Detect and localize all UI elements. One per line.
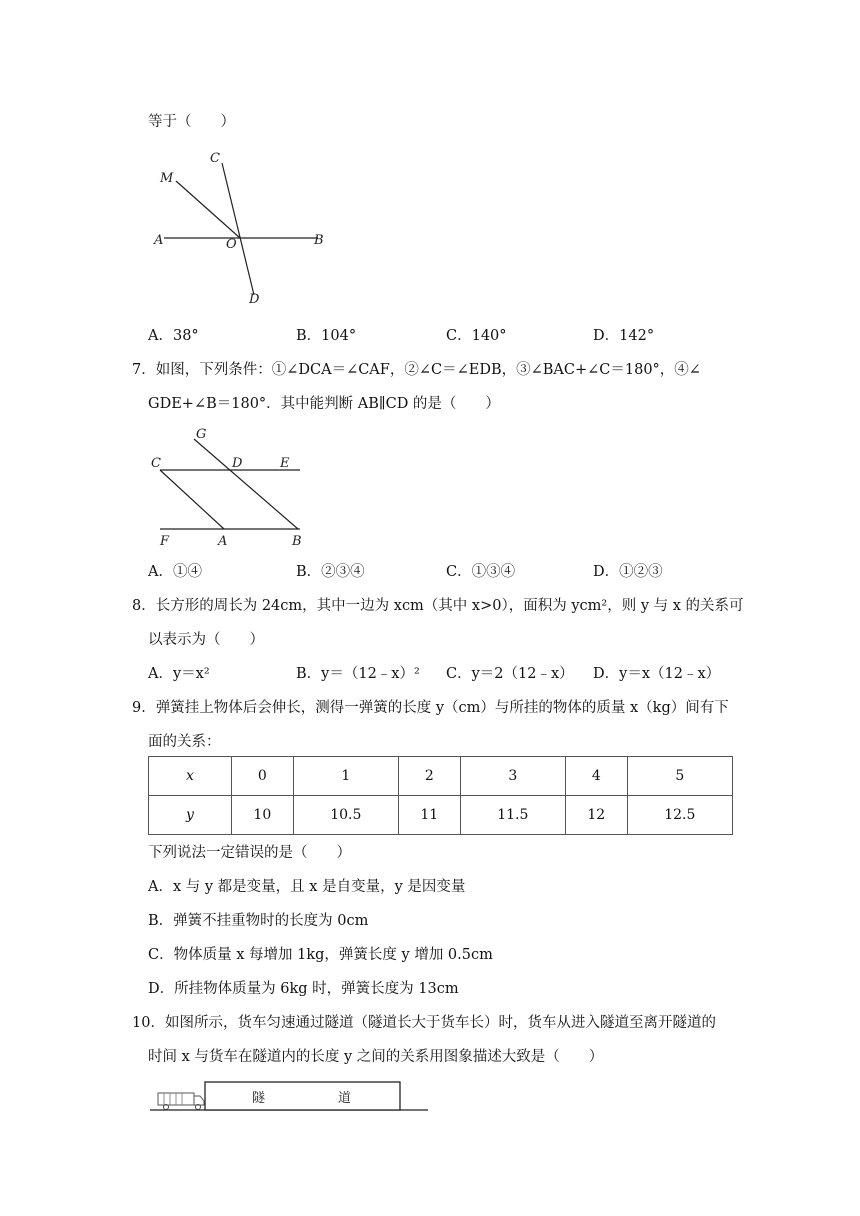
q6-option-a[interactable]: A．38° — [148, 328, 199, 344]
q8-option-d[interactable]: D．y＝x（12﹣x） — [593, 666, 721, 682]
q6-option-b[interactable]: B．104° — [296, 328, 357, 344]
q6-label-O: O — [226, 237, 237, 252]
q7-label-G: G — [196, 427, 207, 442]
table-cell: 12.5 — [627, 796, 732, 835]
q6-label-B: B — [314, 233, 324, 248]
q9-option-c[interactable]: C．物体质量 x 每增加 1kg，弹簧长度 y 增加 0.5cm — [148, 947, 493, 963]
q6-option-d[interactable]: D．142° — [593, 328, 655, 344]
q7-label-E: E — [280, 456, 290, 471]
q9-option-b[interactable]: B．弹簧不挂重物时的长度为 0cm — [148, 913, 369, 929]
q6-option-c[interactable]: C．140° — [446, 328, 507, 344]
table-cell: 5 — [627, 757, 732, 796]
table-cell: 2 — [398, 757, 460, 796]
q9-prompt: 下列说法一定错误的是（ ） — [148, 845, 351, 861]
q8-option-c[interactable]: C．y＝2（12﹣x） — [446, 666, 574, 682]
q9-option-d[interactable]: D．所挂物体质量为 6kg 时，弹簧长度为 13cm — [148, 981, 459, 997]
table-row — [149, 796, 733, 835]
table-cell: 1 — [293, 757, 398, 796]
q10-tunnel-figure — [150, 1078, 430, 1114]
q6-stem-tail: 等于（ ） — [148, 114, 235, 130]
q6-label-A: A — [154, 233, 164, 248]
table-cell: x — [149, 757, 232, 796]
q8-line1: 8．长方形的周长为 24cm，其中一边为 xcm（其中 x>0），面积为 ycm²，则 y 与 x 的关系可 — [132, 598, 744, 614]
q7-line1: 7．如图，下列条件：①∠DCA＝∠CAF，②∠C＝∠EDB，③∠BAC+∠C＝180°，④∠ — [132, 362, 701, 378]
table-cell: 10 — [232, 796, 294, 835]
q9-option-a[interactable]: A．x 与 y 都是变量，且 x 是自变量，y 是因变量 — [148, 879, 466, 895]
q10-line1: 10．如图所示，货车匀速通过隧道（隧道长大于货车长）时，货车从进入隧道至离开隧道的 — [132, 1015, 716, 1031]
tunnel-label-2: 道 — [338, 1091, 352, 1106]
q6-label-M: M — [160, 171, 174, 186]
q6-label-D: D — [249, 292, 260, 307]
q7-label-D: D — [232, 456, 243, 471]
table-cell: 10.5 — [293, 796, 398, 835]
q7-label-C: C — [151, 456, 161, 471]
table-cell: y — [149, 796, 232, 835]
q7-label-B: B — [292, 534, 302, 549]
table-row — [149, 757, 733, 796]
q7-label-A: A — [218, 534, 228, 549]
q7-option-c[interactable]: C．①③④ — [446, 564, 516, 580]
q8-line2: 以表示为（ ） — [148, 632, 264, 648]
truck-icon — [158, 1093, 204, 1110]
q9-table — [148, 756, 733, 835]
q6-figure — [150, 145, 340, 310]
table-cell: 11 — [398, 796, 460, 835]
q7-figure — [150, 425, 320, 550]
table-cell: 4 — [565, 757, 627, 796]
q7-line2: GDE+∠B＝180°．其中能判断 AB∥CD 的是（ ） — [148, 396, 500, 412]
q7-option-d[interactable]: D．①②③ — [593, 564, 663, 580]
q6-label-C: C — [210, 151, 220, 166]
q7-option-b[interactable]: B．②③④ — [296, 564, 365, 580]
tunnel-label-1: 隧 — [252, 1091, 266, 1106]
q10-line2: 时间 x 与货车在隧道内的长度 y 之间的关系用图象描述大致是（ ） — [148, 1049, 604, 1065]
table-cell: 0 — [232, 757, 294, 796]
q9-line1: 9．弹簧挂上物体后会伸长，测得一弹簧的长度 y（cm）与所挂的物体的质量 x（kg）间有下 — [132, 700, 729, 716]
q7-label-F: F — [160, 534, 170, 549]
table-cell: 12 — [565, 796, 627, 835]
table-cell: 3 — [460, 757, 565, 796]
table-cell: 11.5 — [460, 796, 565, 835]
q7-option-a[interactable]: A．①④ — [148, 564, 202, 580]
q8-option-b[interactable]: B．y＝（12﹣x）² — [296, 666, 420, 682]
q8-option-a[interactable]: A．y＝x² — [148, 666, 210, 682]
q9-line2: 面的关系： — [148, 734, 221, 750]
